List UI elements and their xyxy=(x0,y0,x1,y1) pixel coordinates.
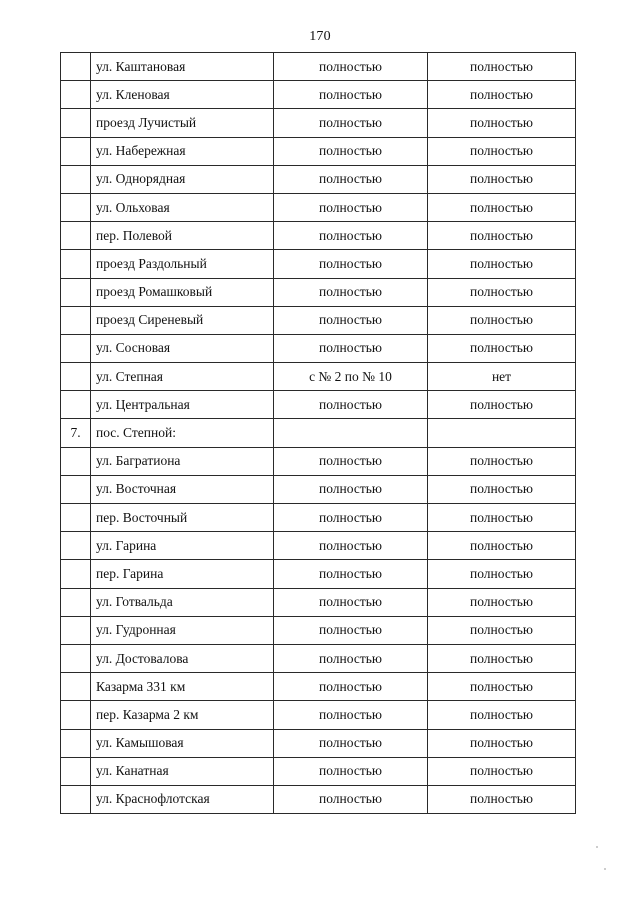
row-number-cell xyxy=(61,757,91,785)
coverage-a-cell: полностью xyxy=(274,673,428,701)
street-name-cell: проезд Ромашковый xyxy=(91,278,274,306)
coverage-b-cell: полностью xyxy=(428,250,576,278)
coverage-a-cell: полностью xyxy=(274,81,428,109)
coverage-b-cell: нет xyxy=(428,363,576,391)
table-row xyxy=(61,250,576,278)
table-row xyxy=(61,673,576,701)
row-number-cell xyxy=(61,363,91,391)
street-name-cell: пер. Казарма 2 км xyxy=(91,701,274,729)
row-number-cell xyxy=(61,306,91,334)
coverage-b-cell: полностью xyxy=(428,53,576,81)
row-number-cell xyxy=(61,644,91,672)
row-number-cell xyxy=(61,504,91,532)
row-number-cell xyxy=(61,165,91,193)
coverage-a-cell: полностью xyxy=(274,644,428,672)
coverage-a-cell: полностью xyxy=(274,616,428,644)
street-name-cell: ул. Степная xyxy=(91,363,274,391)
table-row xyxy=(61,278,576,306)
row-number-cell xyxy=(61,729,91,757)
coverage-a-cell: полностью xyxy=(274,701,428,729)
table-row xyxy=(61,363,576,391)
coverage-b-cell: полностью xyxy=(428,278,576,306)
row-number-cell xyxy=(61,250,91,278)
table-row xyxy=(61,616,576,644)
row-number-cell xyxy=(61,222,91,250)
street-name-cell: ул. Краснофлотская xyxy=(91,785,274,813)
street-name-cell: пер. Гарина xyxy=(91,560,274,588)
street-name-cell: ул. Каштановая xyxy=(91,53,274,81)
coverage-a-cell: полностью xyxy=(274,222,428,250)
street-name-cell: Казарма 331 км xyxy=(91,673,274,701)
coverage-a-cell: полностью xyxy=(274,391,428,419)
street-name-cell: ул. Гарина xyxy=(91,532,274,560)
coverage-a-cell: полностью xyxy=(274,137,428,165)
row-number-cell xyxy=(61,137,91,165)
coverage-a-cell: полностью xyxy=(274,334,428,362)
street-name-cell: ул. Сосновая xyxy=(91,334,274,362)
coverage-a-cell: полностью xyxy=(274,532,428,560)
table-row xyxy=(61,334,576,362)
coverage-a-cell: полностью xyxy=(274,560,428,588)
row-number-cell xyxy=(61,588,91,616)
coverage-b-cell: полностью xyxy=(428,504,576,532)
table-row xyxy=(61,644,576,672)
coverage-b-cell: полностью xyxy=(428,785,576,813)
coverage-a-cell: полностью xyxy=(274,785,428,813)
street-name-cell: ул. Камышовая xyxy=(91,729,274,757)
table-row xyxy=(61,785,576,813)
row-number-cell xyxy=(61,785,91,813)
coverage-b-cell: полностью xyxy=(428,193,576,221)
coverage-b-cell: полностью xyxy=(428,306,576,334)
coverage-a-cell: полностью xyxy=(274,757,428,785)
table-row xyxy=(61,306,576,334)
coverage-b-cell xyxy=(428,419,576,447)
table-row xyxy=(61,504,576,532)
row-number-cell xyxy=(61,560,91,588)
table-row xyxy=(61,165,576,193)
coverage-b-cell: полностью xyxy=(428,222,576,250)
table-row xyxy=(61,193,576,221)
row-number-cell xyxy=(61,532,91,560)
street-name-cell: пер. Полевой xyxy=(91,222,274,250)
street-name-cell: ул. Готвальда xyxy=(91,588,274,616)
street-name-cell: ул. Ольховая xyxy=(91,193,274,221)
coverage-a-cell xyxy=(274,419,428,447)
street-name-cell: ул. Кленовая xyxy=(91,81,274,109)
streets-table xyxy=(60,52,576,814)
table-row xyxy=(61,588,576,616)
row-number-cell xyxy=(61,701,91,729)
coverage-a-cell: полностью xyxy=(274,447,428,475)
table-row xyxy=(61,137,576,165)
coverage-b-cell: полностью xyxy=(428,475,576,503)
coverage-a-cell: полностью xyxy=(274,475,428,503)
coverage-a-cell: полностью xyxy=(274,250,428,278)
coverage-a-cell: полностью xyxy=(274,193,428,221)
coverage-b-cell: полностью xyxy=(428,334,576,362)
coverage-a-cell: полностью xyxy=(274,504,428,532)
coverage-b-cell: полностью xyxy=(428,701,576,729)
table-row xyxy=(61,532,576,560)
row-number-cell xyxy=(61,673,91,701)
coverage-b-cell: полностью xyxy=(428,165,576,193)
coverage-b-cell: полностью xyxy=(428,109,576,137)
table-row xyxy=(61,701,576,729)
street-name-cell: ул. Багратиона xyxy=(91,447,274,475)
row-number-cell xyxy=(61,193,91,221)
table-row xyxy=(61,391,576,419)
street-name-cell: проезд Лучистый xyxy=(91,109,274,137)
row-number-cell xyxy=(61,391,91,419)
row-number-cell xyxy=(61,81,91,109)
coverage-b-cell: полностью xyxy=(428,729,576,757)
row-number-cell xyxy=(61,447,91,475)
table-row xyxy=(61,757,576,785)
scan-speck xyxy=(596,846,598,848)
coverage-a-cell: полностью xyxy=(274,278,428,306)
street-name-cell: ул. Достовалова xyxy=(91,644,274,672)
row-number-cell xyxy=(61,616,91,644)
table-row xyxy=(61,222,576,250)
coverage-a-cell: полностью xyxy=(274,306,428,334)
row-number-cell xyxy=(61,53,91,81)
row-number-cell xyxy=(61,109,91,137)
coverage-b-cell: полностью xyxy=(428,673,576,701)
coverage-b-cell: полностью xyxy=(428,616,576,644)
coverage-b-cell: полностью xyxy=(428,644,576,672)
table-row xyxy=(61,81,576,109)
coverage-a-cell: полностью xyxy=(274,165,428,193)
coverage-a-cell: полностью xyxy=(274,53,428,81)
street-name-cell: ул. Гудронная xyxy=(91,616,274,644)
table-body xyxy=(61,53,576,814)
street-name-cell: пос. Степной: xyxy=(91,419,274,447)
row-number-cell: 7. xyxy=(61,419,91,447)
page-number: 170 xyxy=(309,29,331,44)
coverage-b-cell: полностью xyxy=(428,391,576,419)
coverage-b-cell: полностью xyxy=(428,447,576,475)
table-row xyxy=(61,53,576,81)
street-name-cell: ул. Однорядная xyxy=(91,165,274,193)
street-name-cell: ул. Канатная xyxy=(91,757,274,785)
table-row xyxy=(61,447,576,475)
coverage-a-cell: полностью xyxy=(274,588,428,616)
scan-speck xyxy=(604,868,606,870)
coverage-b-cell: полностью xyxy=(428,588,576,616)
street-name-cell: пер. Восточный xyxy=(91,504,274,532)
street-name-cell: проезд Раздольный xyxy=(91,250,274,278)
table-row xyxy=(61,109,576,137)
table-row xyxy=(61,419,576,447)
row-number-cell xyxy=(61,278,91,306)
coverage-b-cell: полностью xyxy=(428,532,576,560)
street-name-cell: проезд Сиреневый xyxy=(91,306,274,334)
coverage-b-cell: полностью xyxy=(428,757,576,785)
coverage-a-cell: полностью xyxy=(274,109,428,137)
coverage-b-cell: полностью xyxy=(428,137,576,165)
coverage-a-cell: полностью xyxy=(274,729,428,757)
table-row xyxy=(61,475,576,503)
coverage-b-cell: полностью xyxy=(428,81,576,109)
row-number-cell xyxy=(61,475,91,503)
row-number-cell xyxy=(61,334,91,362)
coverage-a-cell: с № 2 по № 10 xyxy=(274,363,428,391)
table-row xyxy=(61,560,576,588)
coverage-b-cell: полностью xyxy=(428,560,576,588)
street-name-cell: ул. Центральная xyxy=(91,391,274,419)
table-row xyxy=(61,729,576,757)
street-name-cell: ул. Восточная xyxy=(91,475,274,503)
street-name-cell: ул. Набережная xyxy=(91,137,274,165)
